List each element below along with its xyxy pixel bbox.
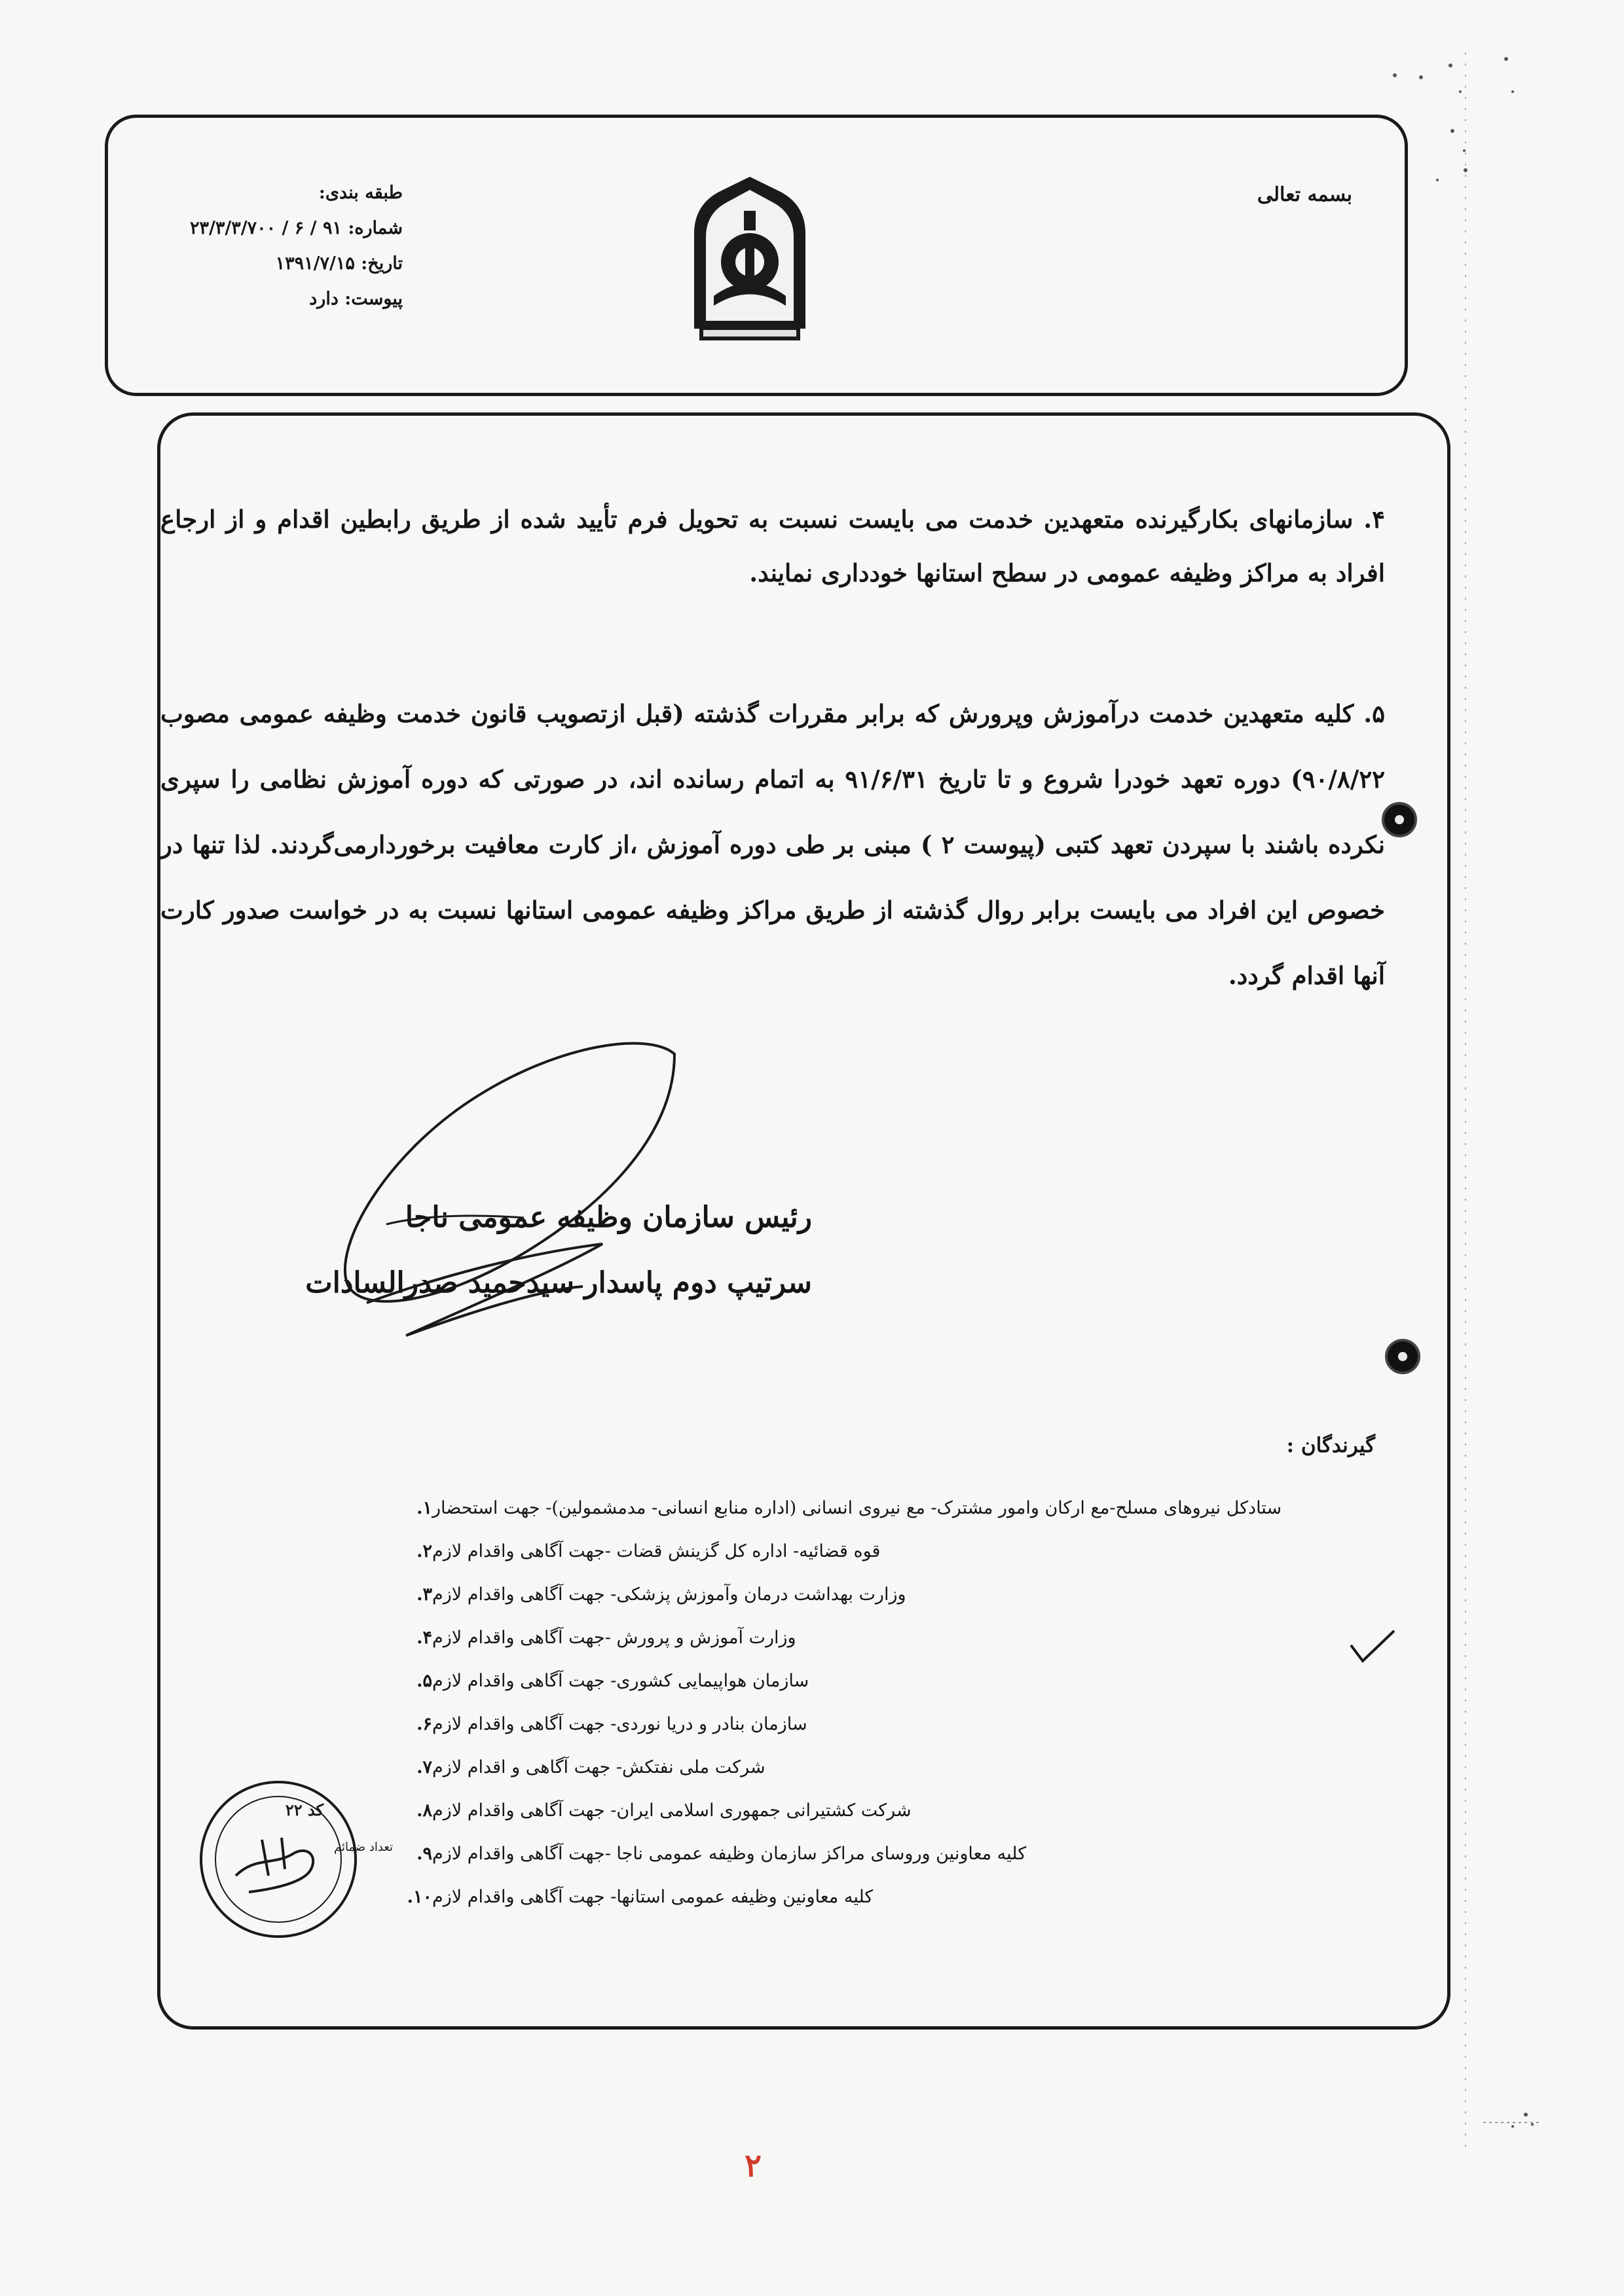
office-stamp [196, 1777, 394, 1941]
recipient-item [393, 1702, 1369, 1745]
recipient-number: ۸. [416, 1800, 432, 1821]
recipient-text: کلیه معاونین وروسای مراکز سازمان وظیفه عمومی ناجا -جهت آگاهی واقدام لازم [432, 1843, 1027, 1864]
recipient-text: سازمان هواپیمایی کشوری- جهت آگاهی واقدام لازم [432, 1670, 809, 1691]
signature-block [275, 1185, 812, 1316]
date-label: تاریخ: [361, 253, 403, 274]
recipient-text: شرکت ملی نفتکش- جهت آگاهی و اقدام لازم [432, 1757, 766, 1777]
recipient-item [393, 1616, 1369, 1659]
recipient-number: ۵. [416, 1670, 432, 1691]
number-line [167, 211, 403, 246]
recipient-text: شرکت کشتیرانی جمهوری اسلامی ایران- جهت آگاهی واقدام لازم [432, 1800, 912, 1821]
recipient-text: کلیه معاونین وظیفه عمومی استانها- جهت آگاهی واقدام لازم [432, 1886, 874, 1907]
recipient-item [393, 1832, 1369, 1875]
recipient-text: ستادکل نیروهای مسلح-مع ارکان وامور مشترک- مع نیروی انسانی (اداره منابع انسانی- مدمشمولین)- جهت استحضار [432, 1497, 1282, 1518]
attachment-label: پیوست: [344, 289, 403, 309]
paragraph-4: ۴. سازمانهای بکارگیرنده متعهدین خدمت می بایست نسبت به تحویل فرم تأیید شده از طریق رابطین اقدام و از ارجاع افراد به مراکز وظیفه عمومی در سطح استانها خودداری نمایند. [160, 505, 1385, 587]
signatory-name: سرتیپ دوم پاسدار سیدحمید صدرالسادات [305, 1266, 812, 1300]
recipient-item [393, 1529, 1369, 1573]
recipient-item [393, 1573, 1369, 1616]
recipient-text: سازمان بنادر و دریا نوردی- جهت آگاهی واقدام لازم [432, 1713, 807, 1734]
recipient-text: وزارت بهداشت درمان وآموزش پزشکی- جهت آگاهی واقدام لازم [432, 1584, 906, 1605]
police-emblem-icon [681, 172, 819, 348]
recipient-text: وزارت آموزش و پرورش -جهت آگاهی واقدام لازم [432, 1627, 796, 1648]
stamp-code: کد ۲۲ [285, 1800, 324, 1819]
recipient-number: ۱۰. [407, 1886, 432, 1907]
recipient-item [393, 1486, 1369, 1529]
recipient-item [393, 1745, 1369, 1789]
punch-hole-icon [1385, 1339, 1420, 1374]
letter-meta [167, 175, 403, 317]
classification-line [167, 175, 403, 211]
recipient-number: ۱. [416, 1497, 432, 1518]
recipient-number: ۳. [416, 1584, 432, 1605]
attachment-line [167, 282, 403, 317]
number-value: ۹۱ / ۶ / ۲۳/۳/۳/۷۰۰ [189, 218, 342, 238]
check-mark-icon [1346, 1627, 1398, 1666]
punch-hole-icon [1382, 802, 1417, 837]
recipient-text: قوه قضائیه- اداره کل گزینش قضات -جهت آگاهی واقدام لازم [432, 1540, 881, 1561]
recipients-title: گیرندگان : [1286, 1434, 1375, 1457]
recipient-number: ۶. [416, 1713, 432, 1734]
basmala: بسمه تعالی [1257, 183, 1352, 206]
attachment-value: دارد [309, 289, 339, 309]
stamp-count-label: تعداد ضمائم [334, 1840, 394, 1854]
paragraph-5: ۵. کلیه متعهدین خدمت درآموزش وپرورش که برابر مقررات گذشته (قبل ازتصویب قانون خدمت وظیفه عمومی مصوب ۹۰/۸/۲۲) دوره تعهد خودرا شروع و تا تاریخ ۹۱/۶/۳۱ به اتمام رسانده اند، در صورتی که دوره آموزش نظامی را سپری نکرده باشند با سپردن تعهد کتبی (پیوست ۲ ) مبنی بر طی دوره آموزش ،از کارت معافیت برخوردارمی‌گردند. لذا تنها در خصوص این افراد می بایست برابر روال گذشته از طریق مراکز وظیفه عمومی استانها نسبت به در خواست صدور کارت آنها اقدام گردد. [160, 699, 1386, 990]
recipient-item [393, 1789, 1369, 1832]
recipient-number: ۲. [416, 1540, 432, 1561]
page-number: ۲ [745, 2147, 762, 2184]
recipient-item [393, 1875, 1369, 1918]
recipient-item [393, 1659, 1369, 1702]
recipient-number: ۴. [416, 1627, 432, 1648]
recipient-number: ۹. [416, 1843, 432, 1864]
classification-label: طبقه بندی: [318, 183, 403, 203]
date-value: ۱۳۹۱/۷/۱۵ [275, 253, 355, 274]
number-label: شماره: [348, 218, 403, 238]
signatory-title: رئیس سازمان وظیفه عمومی ناجا [405, 1201, 812, 1234]
recipient-number: ۷. [416, 1757, 432, 1777]
recipients-list [393, 1486, 1369, 1918]
date-line [167, 246, 403, 282]
